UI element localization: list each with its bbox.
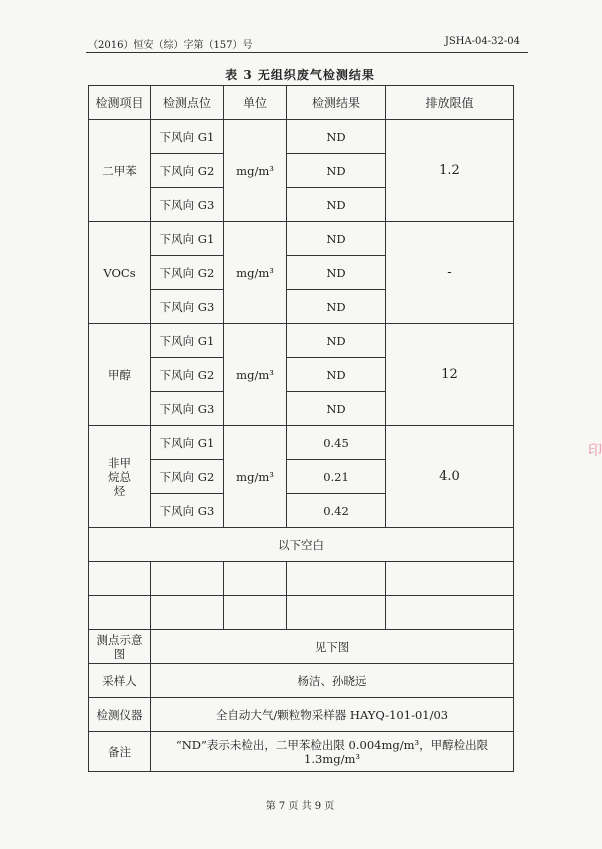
point-cell: 下风向 G1 [151,324,224,358]
document-code: JSHA-04-32-04 [444,36,520,47]
point-cell: 下风向 G3 [151,188,224,222]
point-cell: 下风向 G2 [151,460,224,494]
point-cell: 下风向 G2 [151,358,224,392]
empty-row [89,596,514,630]
page-footer: 第 7 页 共 9 页 [265,801,335,812]
empty-cell [224,596,287,630]
limit-cell: - [386,222,514,324]
item-cell: 二甲苯 [89,120,151,222]
result-cell: ND [287,188,386,222]
header-cell: 检测点位 [151,86,224,120]
result-cell: ND [287,222,386,256]
info-value: 杨洁、孙晓远 [151,664,514,698]
point-cell: 下风向 G1 [151,222,224,256]
table-row [89,120,514,154]
point-cell: 下风向 G3 [151,392,224,426]
unit-cell: mg/m³ [224,324,287,426]
empty-cell [151,562,224,596]
table-row [89,426,514,460]
empty-cell [89,596,151,630]
results-table [88,85,514,772]
blank-row [89,528,514,562]
empty-row [89,562,514,596]
item-cell: 非甲烷总烃 [89,426,151,528]
point-cell: 下风向 G2 [151,256,224,290]
info-value: 全自动大气/颗粒物采样器 HAYQ-101-01/03 [151,698,514,732]
header-cell: 单位 [224,86,287,120]
info-value: “ND”表示未检出，二甲苯检出限 0.004mg/m³，甲醇检出限 1.3mg/m³ [151,732,514,772]
empty-cell [386,596,514,630]
result-cell: ND [287,324,386,358]
table-caption: 表 3 无组织废气检测结果 [225,68,375,82]
point-cell: 下风向 G1 [151,426,224,460]
empty-cell [151,596,224,630]
unit-cell: mg/m³ [224,120,287,222]
header-cell: 排放限值 [386,86,514,120]
info-row [89,630,514,664]
stamp-mark: 印 [588,443,602,459]
limit-cell: 4.0 [386,426,514,528]
unit-cell: mg/m³ [224,426,287,528]
info-row [89,698,514,732]
table-row [89,324,514,358]
empty-cell [287,562,386,596]
info-label: 备注 [89,732,151,772]
header-row [89,86,514,120]
item-cell: VOCs [89,222,151,324]
result-cell: ND [287,290,386,324]
info-value: 见下图 [151,630,514,664]
blank-label: 以下空白 [89,528,514,562]
point-cell: 下风向 G2 [151,154,224,188]
header-cell: 检测项目 [89,86,151,120]
result-cell: ND [287,120,386,154]
info-row [89,732,514,772]
info-label: 检测仪器 [89,698,151,732]
limit-cell: 12 [386,324,514,426]
empty-cell [386,562,514,596]
result-cell: 0.21 [287,460,386,494]
table-row [89,222,514,256]
limit-cell: 1.2 [386,120,514,222]
result-cell: ND [287,154,386,188]
result-cell: ND [287,358,386,392]
header-rule [86,52,528,53]
item-cell: 甲醇 [89,324,151,426]
header-cell: 检测结果 [287,86,386,120]
empty-cell [287,596,386,630]
result-cell: ND [287,392,386,426]
empty-cell [224,562,287,596]
point-cell: 下风向 G3 [151,494,224,528]
info-label: 采样人 [89,664,151,698]
document-number: （2016）恒安（综）字第（157）号 [88,40,253,51]
result-cell: 0.42 [287,494,386,528]
empty-cell [89,562,151,596]
point-cell: 下风向 G3 [151,290,224,324]
result-cell: ND [287,256,386,290]
info-label: 测点示意图 [89,630,151,664]
unit-cell: mg/m³ [224,222,287,324]
info-row [89,664,514,698]
result-cell: 0.45 [287,426,386,460]
point-cell: 下风向 G1 [151,120,224,154]
